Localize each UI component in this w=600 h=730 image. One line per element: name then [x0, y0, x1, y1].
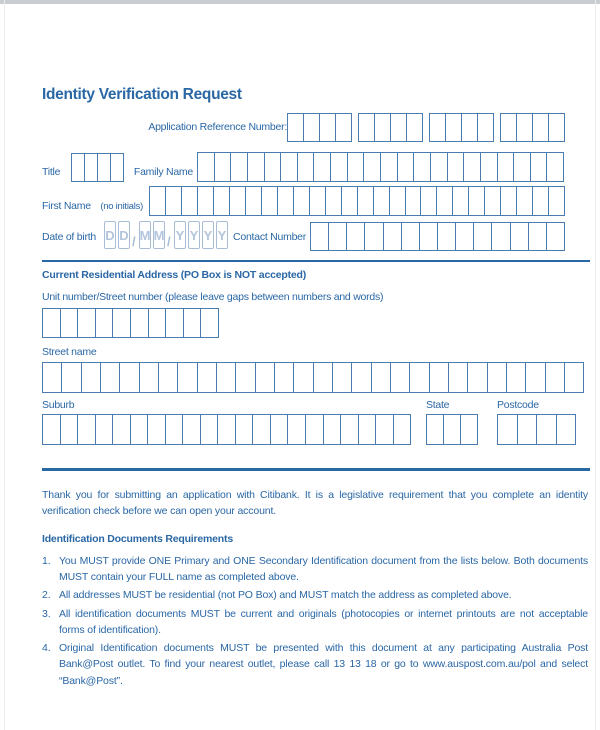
- char-box[interactable]: [218, 415, 236, 444]
- requirement-number: 2.: [42, 589, 51, 602]
- char-box[interactable]: [201, 309, 218, 337]
- postcode-boxes: [497, 414, 576, 445]
- char-box[interactable]: [448, 153, 465, 181]
- char-box[interactable]: [253, 415, 271, 444]
- char-box[interactable]: [331, 153, 348, 181]
- char-box[interactable]: [246, 187, 262, 215]
- char-box[interactable]: [526, 363, 545, 392]
- char-box[interactable]: [394, 415, 411, 444]
- char-box[interactable]: [314, 363, 333, 392]
- char-box[interactable]: [166, 309, 184, 337]
- char-box[interactable]: [488, 363, 507, 392]
- char-box[interactable]: [120, 363, 139, 392]
- char-box[interactable]: [341, 415, 359, 444]
- street-name-label: Street name: [42, 346, 97, 358]
- char-box[interactable]: [402, 223, 420, 250]
- char-box[interactable]: [348, 153, 365, 181]
- char-box[interactable]: [517, 114, 533, 141]
- char-box[interactable]: [166, 187, 182, 215]
- char-box[interactable]: Y: [188, 221, 200, 249]
- information-section: [42, 487, 588, 691]
- char-box[interactable]: [275, 363, 294, 392]
- char-box[interactable]: [236, 363, 255, 392]
- char-box[interactable]: [372, 363, 391, 392]
- char-box[interactable]: [183, 415, 201, 444]
- application-reference-boxes: [287, 113, 565, 142]
- char-box[interactable]: [278, 187, 294, 215]
- char-box[interactable]: [178, 363, 197, 392]
- requirement-number: 4.: [42, 642, 51, 655]
- char-box[interactable]: [517, 187, 533, 215]
- char-box[interactable]: [61, 309, 79, 337]
- date-of-birth-boxes: [104, 221, 228, 249]
- char-box[interactable]: [449, 363, 468, 392]
- char-box[interactable]: [468, 363, 487, 392]
- char-box[interactable]: [231, 153, 248, 181]
- char-box[interactable]: [43, 415, 61, 444]
- char-box[interactable]: [549, 187, 564, 215]
- date-separator: /: [167, 234, 171, 249]
- char-box[interactable]: [111, 154, 123, 181]
- first-name-label: First Name: [42, 200, 91, 212]
- char-box[interactable]: [43, 363, 62, 392]
- char-box[interactable]: [501, 114, 517, 141]
- char-box[interactable]: [359, 415, 377, 444]
- char-box[interactable]: [131, 309, 149, 337]
- requirement-number: 1.: [42, 554, 51, 567]
- char-box[interactable]: [407, 114, 422, 141]
- char-box[interactable]: [430, 363, 449, 392]
- char-box[interactable]: [96, 415, 114, 444]
- char-box[interactable]: [420, 223, 438, 250]
- char-box[interactable]: [537, 415, 557, 444]
- char-box[interactable]: [62, 363, 81, 392]
- char-box[interactable]: [298, 153, 315, 181]
- char-box[interactable]: [464, 153, 481, 181]
- char-box[interactable]: [531, 153, 548, 181]
- requirement-item: [42, 640, 588, 689]
- char-box[interactable]: [549, 114, 564, 141]
- char-box[interactable]: [140, 363, 159, 392]
- char-box[interactable]: [414, 153, 431, 181]
- char-box[interactable]: [320, 114, 336, 141]
- box-group: [429, 113, 494, 142]
- char-box[interactable]: [148, 415, 166, 444]
- char-box[interactable]: [61, 415, 79, 444]
- char-box[interactable]: [381, 153, 398, 181]
- title-boxes: [71, 153, 124, 182]
- char-box[interactable]: [96, 309, 114, 337]
- char-box[interactable]: [507, 363, 526, 392]
- state-boxes: [426, 414, 478, 445]
- family-name-label: Family Name: [133, 166, 193, 178]
- char-box[interactable]: [101, 363, 120, 392]
- char-box[interactable]: [529, 223, 547, 250]
- char-box[interactable]: [446, 114, 462, 141]
- char-box[interactable]: [427, 415, 444, 444]
- char-box[interactable]: [365, 223, 383, 250]
- unit-number-label: Unit number/Street number (please leave gaps between numbers and words): [42, 291, 384, 303]
- requirements-heading: Identification Documents Requirements: [42, 532, 233, 545]
- char-box[interactable]: [198, 187, 214, 215]
- char-box[interactable]: [304, 114, 320, 141]
- char-box[interactable]: [481, 153, 498, 181]
- char-box[interactable]: [547, 153, 563, 181]
- char-box[interactable]: [374, 187, 390, 215]
- requirement-number: 3.: [42, 607, 51, 620]
- char-box[interactable]: [352, 363, 371, 392]
- box-group: [358, 113, 423, 142]
- char-box[interactable]: [326, 187, 342, 215]
- char-box[interactable]: [444, 415, 461, 444]
- char-box[interactable]: [547, 223, 564, 250]
- requirement-text: Original Identification documents MUST be presented with this document at any participating Australia Post Bank@Post outlet. To find your nearest outlet, please call 13 13 18 or go to www.auspost.com.au/pol and select “Bank@Post”.: [59, 642, 588, 687]
- char-box[interactable]: [294, 187, 310, 215]
- char-box[interactable]: M: [153, 221, 165, 249]
- char-box[interactable]: [533, 114, 549, 141]
- char-box[interactable]: [131, 415, 149, 444]
- requirement-text: All identification documents MUST be current and originals (photocopies or internet printouts are not acceptable forms of identification).: [59, 607, 588, 636]
- requirement-item: [42, 606, 588, 639]
- char-box[interactable]: [430, 114, 446, 141]
- char-box[interactable]: [498, 415, 518, 444]
- suburb-label: Suburb: [42, 399, 75, 411]
- family-name-boxes: [197, 152, 564, 182]
- char-box[interactable]: [342, 187, 358, 215]
- char-box[interactable]: [262, 187, 278, 215]
- char-box[interactable]: Y: [174, 221, 186, 249]
- char-box[interactable]: [72, 154, 85, 181]
- char-box[interactable]: [214, 187, 230, 215]
- char-box[interactable]: [310, 187, 326, 215]
- char-box[interactable]: [236, 415, 254, 444]
- char-box[interactable]: D: [118, 221, 130, 249]
- char-box[interactable]: [431, 153, 448, 181]
- char-box[interactable]: [324, 415, 342, 444]
- address-section-heading: Current Residential Address (PO Box is NOT accepted): [42, 269, 307, 281]
- box-group: [287, 113, 352, 142]
- char-box[interactable]: [533, 187, 549, 215]
- char-box[interactable]: [461, 415, 477, 444]
- page-top-edge: [0, 0, 600, 4]
- requirement-text: You MUST provide ONE Primary and ONE Secondary Identification document from the lists below. Both documents MUST contain your FULL name as completed above.: [59, 554, 588, 584]
- bottom-divider: [42, 468, 590, 471]
- char-box[interactable]: [410, 363, 429, 392]
- suburb-boxes: [42, 414, 411, 445]
- box-group: [500, 113, 565, 142]
- requirements-list: [42, 553, 588, 689]
- char-box[interactable]: [438, 223, 456, 250]
- char-box[interactable]: [474, 223, 492, 250]
- date-separator: /: [132, 234, 136, 249]
- char-box[interactable]: [256, 363, 275, 392]
- char-box[interactable]: [288, 415, 306, 444]
- street-name-boxes: [42, 362, 584, 393]
- char-box[interactable]: [347, 223, 365, 250]
- char-box[interactable]: [358, 187, 374, 215]
- char-box[interactable]: [78, 309, 96, 337]
- char-box[interactable]: [113, 309, 131, 337]
- char-box[interactable]: [462, 114, 478, 141]
- char-box[interactable]: [384, 223, 402, 250]
- char-box[interactable]: [469, 187, 485, 215]
- char-box[interactable]: [364, 153, 381, 181]
- char-box[interactable]: [375, 114, 391, 141]
- char-box[interactable]: D: [104, 221, 116, 249]
- section-divider: [42, 260, 590, 262]
- char-box[interactable]: [306, 415, 324, 444]
- char-box[interactable]: [248, 153, 265, 181]
- requirement-item: [42, 553, 588, 586]
- char-box[interactable]: [391, 114, 407, 141]
- char-box[interactable]: [294, 363, 313, 392]
- application-reference-label: Application Reference Number:: [148, 121, 287, 133]
- char-box[interactable]: [82, 363, 101, 392]
- char-box[interactable]: [198, 153, 215, 181]
- char-box[interactable]: [149, 309, 167, 337]
- contact-number-boxes: [310, 222, 565, 251]
- char-box[interactable]: [85, 154, 98, 181]
- first-name-boxes: [149, 186, 565, 216]
- char-box[interactable]: [391, 363, 410, 392]
- char-box[interactable]: [201, 415, 219, 444]
- char-box[interactable]: Y: [202, 221, 214, 249]
- title-label: Title: [42, 166, 61, 178]
- char-box[interactable]: [511, 223, 529, 250]
- char-box[interactable]: [406, 187, 422, 215]
- char-box[interactable]: [437, 187, 453, 215]
- char-box[interactable]: [265, 153, 282, 181]
- char-box[interactable]: [501, 187, 517, 215]
- char-box[interactable]: Y: [216, 221, 228, 249]
- char-box[interactable]: [518, 415, 538, 444]
- char-box[interactable]: [184, 309, 202, 337]
- char-box[interactable]: [43, 309, 61, 337]
- char-box[interactable]: [485, 187, 501, 215]
- char-box[interactable]: [311, 223, 329, 250]
- char-box[interactable]: [198, 363, 217, 392]
- char-box[interactable]: [498, 153, 515, 181]
- intro-paragraph: Thank you for submitting an application with Citibank. It is a legislative requirement that you complete an identity verification check before we can open your account.: [42, 489, 588, 518]
- char-box[interactable]: M: [139, 221, 151, 249]
- char-box[interactable]: [166, 415, 184, 444]
- char-box[interactable]: [271, 415, 289, 444]
- char-box[interactable]: [478, 114, 493, 141]
- form-title: Identity Verification Request: [42, 86, 242, 103]
- postcode-label: Postcode: [497, 399, 539, 411]
- requirement-item: [42, 587, 588, 603]
- char-box[interactable]: [398, 153, 415, 181]
- first-name-note: (no initials): [100, 201, 143, 212]
- char-box[interactable]: [159, 363, 178, 392]
- char-box[interactable]: [336, 114, 351, 141]
- char-box[interactable]: [288, 114, 304, 141]
- char-box[interactable]: [456, 223, 474, 250]
- char-box[interactable]: [359, 114, 375, 141]
- char-box[interactable]: [230, 187, 246, 215]
- char-box[interactable]: [390, 187, 406, 215]
- char-box[interactable]: [376, 415, 394, 444]
- char-box[interactable]: [314, 153, 331, 181]
- char-box[interactable]: [215, 153, 232, 181]
- char-box[interactable]: [182, 187, 198, 215]
- requirement-text: All addresses MUST be residential (not PO Box) and MUST match the address as completed above.: [59, 589, 512, 602]
- char-box[interactable]: [98, 154, 111, 181]
- char-box[interactable]: [329, 223, 347, 250]
- char-box[interactable]: [546, 363, 565, 392]
- char-box[interactable]: [565, 363, 583, 392]
- date-of-birth-label: Date of birth: [42, 231, 96, 243]
- char-box[interactable]: [557, 415, 576, 444]
- char-box[interactable]: [150, 187, 166, 215]
- char-box[interactable]: [421, 187, 437, 215]
- char-box[interactable]: [514, 153, 531, 181]
- unit-number-boxes: [42, 308, 219, 338]
- char-box[interactable]: [113, 415, 131, 444]
- state-label: State: [426, 399, 450, 411]
- char-box[interactable]: [217, 363, 236, 392]
- char-box[interactable]: [453, 187, 469, 215]
- contact-number-label: Contact Number: [233, 231, 306, 243]
- char-box[interactable]: [281, 153, 298, 181]
- char-box[interactable]: [333, 363, 352, 392]
- char-box[interactable]: [78, 415, 96, 444]
- char-box[interactable]: [492, 223, 510, 250]
